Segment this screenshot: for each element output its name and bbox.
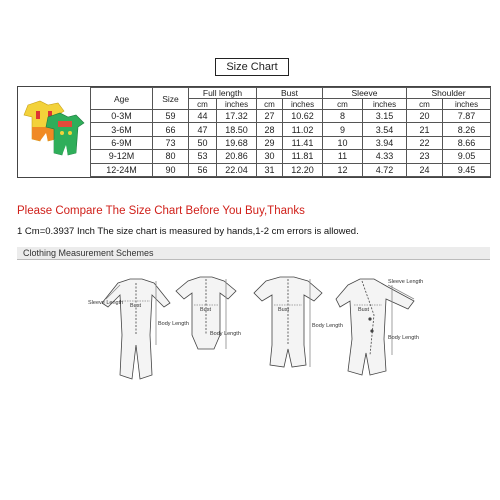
table-cell: 44 xyxy=(189,110,217,123)
unit-cell: inches xyxy=(443,99,491,110)
table-cell: 9 xyxy=(323,123,363,136)
table-cell: 6-9M xyxy=(91,136,153,149)
label-body-length-1: Body Length xyxy=(158,321,189,327)
scheme-title-bar: Clothing Measurement Schemes xyxy=(17,247,490,260)
table-cell: 47 xyxy=(189,123,217,136)
table-cell: 10 xyxy=(323,136,363,149)
table-row xyxy=(91,123,491,136)
table-cell: 73 xyxy=(153,136,189,149)
table-cell: 29 xyxy=(257,136,283,149)
label-bust-2: Bust xyxy=(200,307,212,313)
table-cell: 18.50 xyxy=(217,123,257,136)
table-cell: 4.72 xyxy=(363,163,407,176)
long-sleeve-romper-diagram xyxy=(102,279,170,379)
measurement-note: 1 Cm=0.3937 Inch The size chart is measured by hands,1-2 cm errors is allowed. xyxy=(17,226,359,237)
table-cell: 8.26 xyxy=(443,123,491,136)
table-cell: 8 xyxy=(323,110,363,123)
label-bust-4: Bust xyxy=(358,307,370,313)
header-age: Age xyxy=(91,88,153,110)
header-bust: Bust xyxy=(257,88,323,99)
table-cell: 50 xyxy=(189,136,217,149)
table-cell: 3.54 xyxy=(363,123,407,136)
table-cell: 9.45 xyxy=(443,163,491,176)
table-cell: 11 xyxy=(323,150,363,163)
measurement-diagrams xyxy=(70,275,430,390)
table-row xyxy=(91,110,491,123)
table-cell: 19.68 xyxy=(217,136,257,149)
table-cell: 90 xyxy=(153,163,189,176)
compare-warning: Please Compare The Size Chart Before You Buy,Thanks xyxy=(17,205,305,217)
unit-cell: inches xyxy=(283,99,323,110)
label-body-length-4: Body Length xyxy=(388,335,419,341)
table-cell: 31 xyxy=(257,163,283,176)
table-row xyxy=(91,150,491,163)
table-cell: 30 xyxy=(257,150,283,163)
table-cell: 66 xyxy=(153,123,189,136)
table-cell: 23 xyxy=(407,150,443,163)
table-cell: 24 xyxy=(407,163,443,176)
label-body-length-3: Body Length xyxy=(312,323,343,329)
label-sleeve-length-1: Sleeve Length xyxy=(88,300,124,306)
unit-cell: cm xyxy=(407,99,443,110)
unit-cell: cm xyxy=(257,99,283,110)
table-cell: 12-24M xyxy=(91,163,153,176)
table-cell: 12 xyxy=(323,163,363,176)
product-photo xyxy=(18,87,91,177)
table-cell: 20.86 xyxy=(217,150,257,163)
table-cell: 8.66 xyxy=(443,136,491,149)
table-cell: 3.94 xyxy=(363,136,407,149)
unit-cell: inches xyxy=(217,99,257,110)
table-cell: 7.87 xyxy=(443,110,491,123)
table-cell: 3.15 xyxy=(363,110,407,123)
table-cell: 11.02 xyxy=(283,123,323,136)
table-row xyxy=(91,136,491,149)
header-size: Size xyxy=(153,88,189,110)
unit-cell: inches xyxy=(363,99,407,110)
table-cell: 12.20 xyxy=(283,163,323,176)
kimono-romper-diagram xyxy=(336,279,414,375)
size-table xyxy=(90,87,491,177)
table-cell: 56 xyxy=(189,163,217,176)
romper-illustration xyxy=(18,87,90,177)
label-sleeve-length-4: Sleeve Length xyxy=(388,279,424,285)
table-cell: 9.05 xyxy=(443,150,491,163)
table-cell: 53 xyxy=(189,150,217,163)
table-cell: 10.62 xyxy=(283,110,323,123)
label-bust-3: Bust xyxy=(278,307,290,313)
size-chart-title: Size Chart xyxy=(215,58,289,76)
table-cell: 4.33 xyxy=(363,150,407,163)
label-bust-1: Bust xyxy=(130,303,142,309)
table-cell: 0-3M xyxy=(91,110,153,123)
unit-cell: cm xyxy=(189,99,217,110)
table-row xyxy=(91,163,491,176)
table-cell: 59 xyxy=(153,110,189,123)
table-cell: 11.81 xyxy=(283,150,323,163)
table-cell: 3-6M xyxy=(91,123,153,136)
unit-cell: cm xyxy=(323,99,363,110)
header-full-length: Full length xyxy=(189,88,257,99)
table-cell: 17.32 xyxy=(217,110,257,123)
label-body-length-2: Body Length xyxy=(210,331,241,337)
header-sleeve: Sleeve xyxy=(323,88,407,99)
table-cell: 22.04 xyxy=(217,163,257,176)
table-cell: 80 xyxy=(153,150,189,163)
table-cell: 9-12M xyxy=(91,150,153,163)
short-sleeve-bodysuit-diagram xyxy=(176,277,236,349)
table-cell: 11.41 xyxy=(283,136,323,149)
table-cell: 21 xyxy=(407,123,443,136)
table-cell: 22 xyxy=(407,136,443,149)
table-cell: 20 xyxy=(407,110,443,123)
table-cell: 27 xyxy=(257,110,283,123)
size-chart-table-frame xyxy=(17,86,491,178)
short-sleeve-romper-diagram xyxy=(254,277,322,367)
header-shoulder: Shoulder xyxy=(407,88,491,99)
table-cell: 28 xyxy=(257,123,283,136)
